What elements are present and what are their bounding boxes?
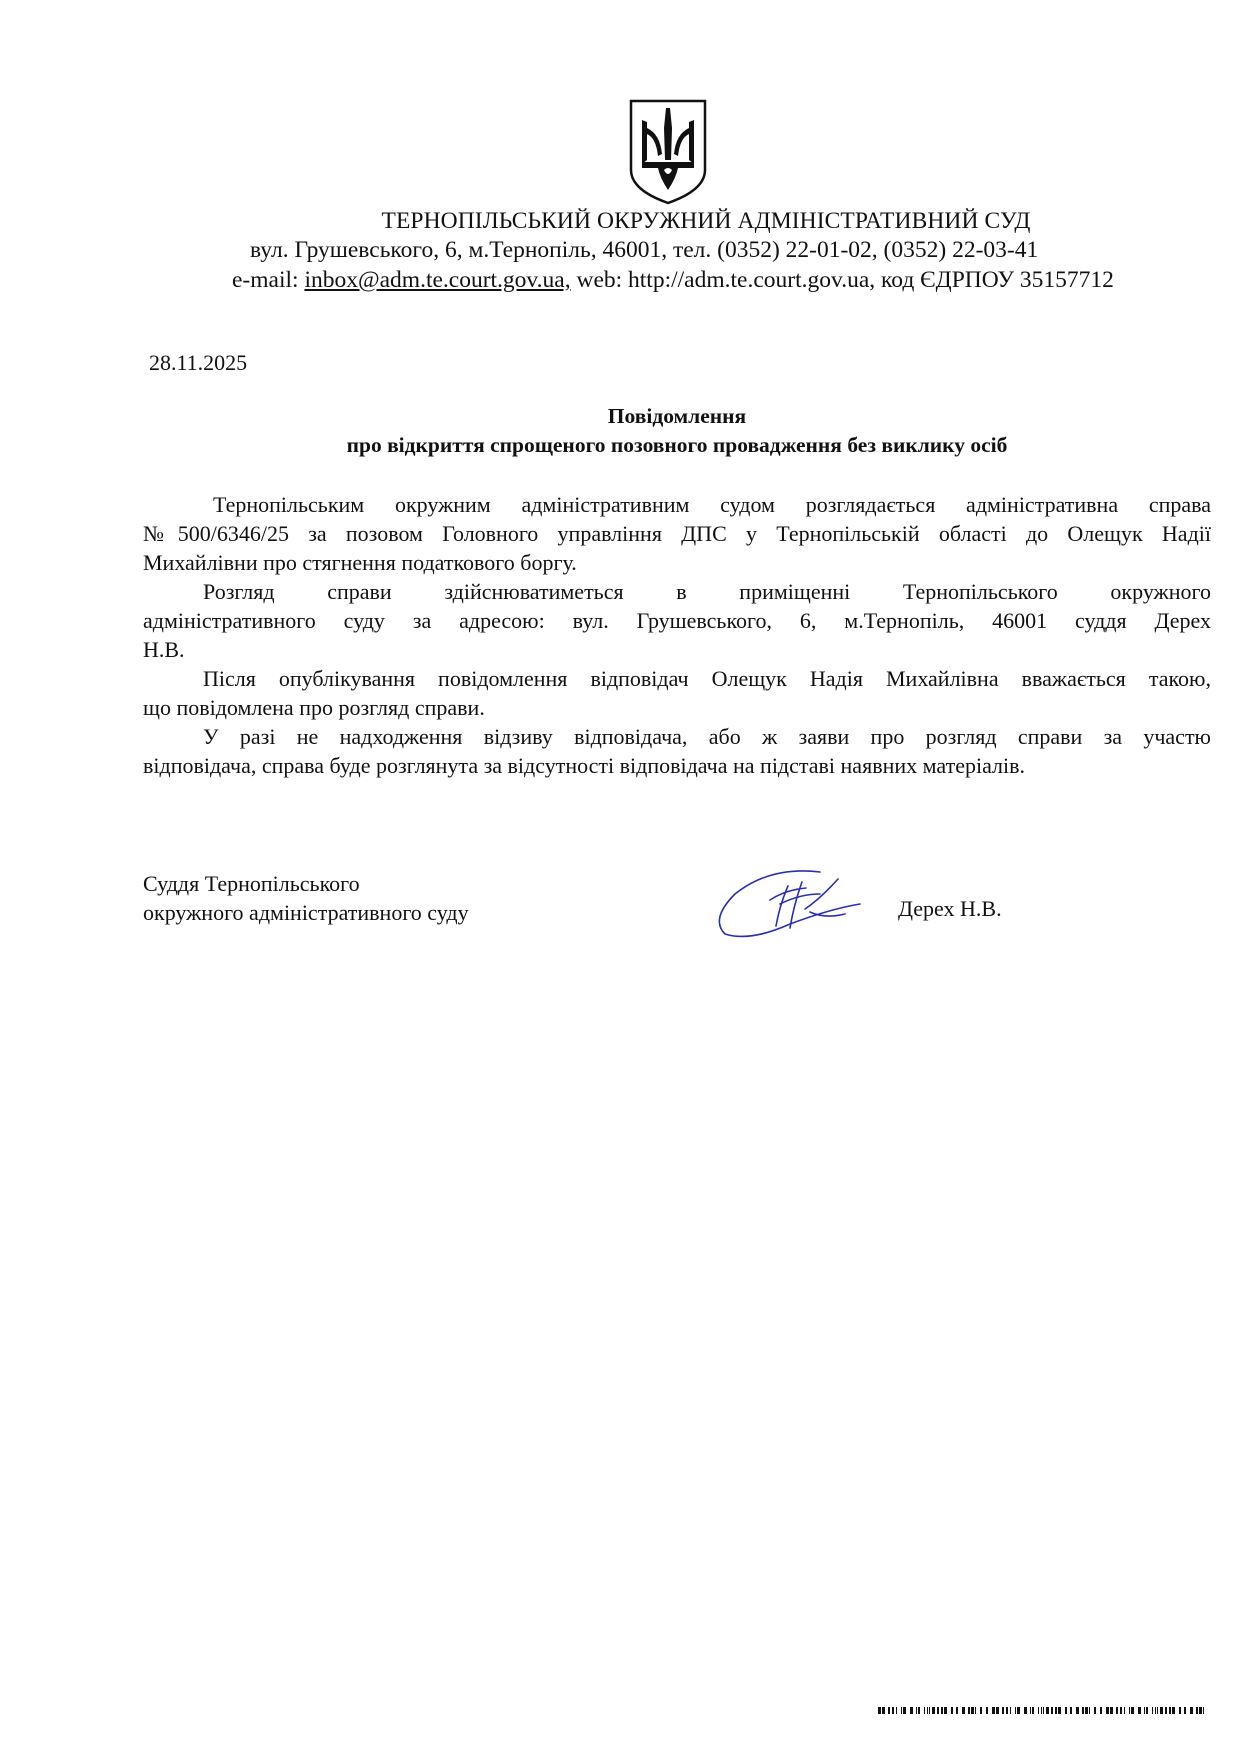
barcode-bar	[1038, 1707, 1039, 1714]
barcode-bar	[1015, 1707, 1016, 1714]
barcode-bar	[956, 1707, 958, 1714]
barcode-bar	[1160, 1707, 1163, 1714]
email-link[interactable]: inbox@adm.te.court.gov.ua,	[304, 267, 571, 293]
barcode-bar	[1065, 1707, 1067, 1714]
barcode-bar	[878, 1707, 881, 1714]
judge-name: Дерех Н.В.	[898, 896, 1002, 921]
paragraph-line: У разі не надходження відзиву відповідача, або ж заяви про розгляд справи за участю	[203, 724, 1211, 749]
court-address: вул. Грушевського, 6, м.Тернопіль, 46001, тел. (0352) 22-01-02, (0352) 22-03-41	[250, 237, 1039, 263]
barcode-bar	[1055, 1707, 1057, 1714]
paragraph-line: Михайлівни про стягнення податкового боргу.	[143, 550, 577, 575]
barcode-bar	[901, 1707, 902, 1714]
barcode-bar	[1172, 1707, 1175, 1714]
barcode-bar	[1017, 1707, 1020, 1714]
court-name: ТЕРНОПІЛЬСЬКИЙ ОКРУЖНИЙ АДМІНІСТРАТИВНИЙ СУД	[381, 208, 1031, 234]
barcode-bar	[1051, 1707, 1053, 1714]
paragraph-line: адміністративного суду за адресою: вул. Грушевського, 6, м.Тернопіль, 46001 суддя Дерех	[143, 608, 1211, 633]
barcode-bar	[1058, 1707, 1061, 1714]
barcode-bar	[992, 1707, 995, 1714]
barcode-bar	[924, 1707, 925, 1714]
barcode-bar	[1085, 1707, 1088, 1714]
barcode-bar	[1002, 1707, 1004, 1714]
web-and-code: web: http://adm.te.court.gov.ua, код ЄДРПОУ 35157712	[570, 267, 1114, 293]
barcode-bar	[1120, 1707, 1122, 1714]
barcode-bar	[1024, 1707, 1027, 1714]
barcode-bar	[918, 1707, 920, 1714]
handwritten-signature	[710, 864, 870, 944]
paragraph-line: що повідомлена про розгляд справи.	[143, 695, 485, 720]
barcode-bar	[896, 1707, 897, 1714]
barcode-bar	[1124, 1707, 1125, 1714]
paragraph-line: Розгляд справи здійснюватиметься в приміщенні Тернопільського окружного	[203, 579, 1211, 604]
barcode-bar	[1190, 1707, 1193, 1714]
barcode-bar	[1116, 1707, 1118, 1714]
barcode-bar	[1179, 1707, 1181, 1714]
barcode-bar	[927, 1707, 928, 1714]
barcode-bar	[1041, 1707, 1042, 1714]
barcode-bar	[937, 1707, 939, 1714]
barcode-bar	[910, 1707, 913, 1714]
barcode-bar	[1144, 1707, 1145, 1714]
barcode-bar	[1089, 1707, 1090, 1714]
barcode-bar	[1165, 1707, 1167, 1714]
barcode-bar	[1157, 1707, 1158, 1714]
document-date: 28.11.2025	[149, 350, 248, 375]
barcode-bar	[1030, 1707, 1031, 1714]
barcode-bar	[882, 1707, 885, 1714]
paragraph-line: Після опублікування повідомлення відповідач Олещук Надія Михайлівна вважається такою,	[203, 666, 1211, 691]
barcode-bar	[968, 1707, 970, 1714]
barcode-bar	[1010, 1707, 1011, 1714]
barcode-bar	[1196, 1707, 1198, 1714]
coat-of-arms-trident-icon	[628, 98, 708, 206]
barcode-bar	[1155, 1707, 1156, 1714]
barcode-bar	[980, 1707, 982, 1714]
document-subtitle: про відкриття спрощеного позовного провадження без виклику осіб	[346, 433, 1008, 457]
paragraph-line: Н.В.	[143, 637, 185, 662]
barcode-bar	[1203, 1707, 1204, 1714]
barcode-bar	[903, 1707, 906, 1714]
barcode-bar	[962, 1707, 965, 1714]
barcode-bar	[932, 1707, 935, 1714]
document-barcode	[878, 1707, 1206, 1714]
barcode-bar	[1043, 1707, 1044, 1714]
barcode-bar	[929, 1707, 930, 1714]
barcode-bar	[1100, 1707, 1102, 1714]
barcode-bar	[1138, 1707, 1141, 1714]
paragraph-line: №500/6346/25 за позовом Головного управління ДПС у Тернопільській області до Олещук Надії	[143, 521, 1211, 546]
barcode-bar	[888, 1707, 890, 1714]
barcode-bar	[996, 1707, 999, 1714]
barcode-bar	[971, 1707, 974, 1714]
barcode-bar	[1110, 1707, 1113, 1714]
signer-position-line1: Суддя Тернопільського	[143, 871, 360, 896]
barcode-bar	[1046, 1707, 1049, 1714]
barcode-bar	[1146, 1707, 1148, 1714]
barcode-bar	[1129, 1707, 1130, 1714]
barcode-bar	[1184, 1707, 1186, 1714]
barcode-bar	[1199, 1707, 1202, 1714]
barcode-bar	[951, 1707, 953, 1714]
barcode-bar	[1070, 1707, 1072, 1714]
barcode-bar	[941, 1707, 943, 1714]
barcode-bar	[975, 1707, 976, 1714]
barcode-bar	[1094, 1707, 1096, 1714]
barcode-bar	[944, 1707, 947, 1714]
paragraph-line: Тернопільським окружним адміністративним судом розглядається адміністративна справа	[213, 492, 1211, 517]
barcode-bar	[1032, 1707, 1034, 1714]
barcode-bar	[1169, 1707, 1171, 1714]
barcode-bar	[892, 1707, 894, 1714]
barcode-bar	[1076, 1707, 1079, 1714]
paragraph-line: відповідача, справа буде розглянута за відсутності відповідача на підставі наявних матеріалів.	[143, 753, 1026, 778]
court-contacts	[232, 266, 1114, 294]
barcode-bar	[1006, 1707, 1008, 1714]
document-title: Повідомлення	[607, 404, 747, 428]
email-label: e-mail:	[232, 267, 305, 293]
notice-body	[143, 490, 1211, 780]
barcode-bar	[1106, 1707, 1109, 1714]
barcode-bar	[1152, 1707, 1153, 1714]
signer-position-line2: окружного адміністративного суду	[143, 900, 469, 925]
barcode-bar	[916, 1707, 917, 1714]
barcode-bar	[1082, 1707, 1084, 1714]
barcode-bar	[1131, 1707, 1134, 1714]
barcode-bar	[986, 1707, 988, 1714]
